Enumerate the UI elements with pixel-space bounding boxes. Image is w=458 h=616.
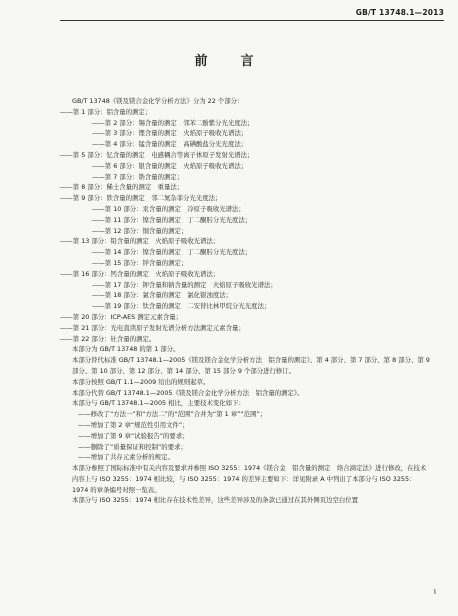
changes-list <box>60 409 430 463</box>
part-item: ——第 21 部分：光电直读原子发射光谱分析方法测定元素含量； <box>60 323 245 332</box>
part-item: ——第 16 部分：钙含量的测定 火焰原子吸收光谱法； <box>60 269 220 278</box>
standard-code: GB/T 13748.1—2013 <box>355 8 444 17</box>
change-item: ——删除了“质量保证和控制”的要求； <box>78 442 187 451</box>
part-item: ——第 15 部分：锌含量的测定； <box>92 258 188 267</box>
part-item: ——第 11 部分：镍含量的测定 丁二酮肟分光光度法； <box>92 215 252 224</box>
part-item: ——第 20 部分：ICP-AES 测定元素含量； <box>60 312 182 321</box>
part-item: ——第 22 部分：钍含量的测定。 <box>60 334 156 343</box>
part-item: ——第 12 部分：铜含量的测定； <box>92 226 188 235</box>
paragraph: 本部分按照 GB/T 1.1—2009 给出的规则起草。 <box>72 377 210 386</box>
paragraph: 本部分为 GB/T 13748 的第 1 部分。 <box>72 345 180 354</box>
parts-list <box>60 107 430 345</box>
part-item: ——第 13 部分：铅含量的测定 火焰原子吸收光谱法； <box>60 237 220 246</box>
part-item: ——第 19 部分：钛含量的测定 二安替比林甲烷分光光度法； <box>92 302 271 311</box>
change-item: ——增加了共存元素分析的规定。 <box>78 453 174 462</box>
paragraph: 本部分与 ISO 3255：1974 相比存在技术性差异，这些差异涉及的条款已通过在其外侧页边空白位置 <box>72 496 359 505</box>
part-item: ——第 18 部分：氯含量的测定 氯化银浊度法； <box>92 291 233 300</box>
change-item: ——修改了“方法一”和“方法二”的“范围”合并为“第 1 章”“范围”； <box>78 410 267 419</box>
part-item: ——第 10 部分：汞含量的测定 冷原子吸收光谱法； <box>92 204 245 213</box>
part-item: ——第 14 部分：镍含量的测定 丁二酮肟分光光度法； <box>92 248 252 257</box>
page-number: I <box>433 588 436 596</box>
intro-line: GB/T 13748《镁及镁合金化学分析方法》分为 22 个部分： <box>72 97 244 105</box>
paragraph: 本部分与 GB/T 13748.1—2005 相比，主要技术变化如下： <box>72 399 245 408</box>
part-item: ——第 5 部分：钇含量的测定 电感耦合等离子体原子发射光谱法； <box>60 150 254 159</box>
paragraph: 本部分代替 GB/T 13748.1—2005《镁及镁合金化学分析方法 铝含量的测定》。 <box>72 388 304 397</box>
paragraph: 本部分参照了国际标准中有关内容及要求并参照 ISO 3255：1974《镁合金 铝含量的测定 络合滴定法》进行修改，在技术内容上与 ISO 3255：1974 相比较，与 ISO 3255：1974 的差异主要如下：详见附录 A 中列出了本部分与 ISO 3255：1974 的章条编号对照一览表。 <box>72 464 427 494</box>
change-item: ——增加了第 9 章“试验报告”的要求； <box>78 431 189 440</box>
part-item: ——第 17 部分：钾含量和钠含量的测定 火焰原子吸收光谱法； <box>92 280 277 289</box>
part-item: ——第 3 部分：锂含量的测定 火焰原子吸收光谱法； <box>92 129 248 138</box>
foreword-body <box>60 96 430 506</box>
part-item: ——第 9 部分：铁含量的测定 邻二氮杂菲分光光度法； <box>60 194 222 203</box>
page-title: 前 言 <box>194 54 264 69</box>
part-item: ——第 1 部分：铝含量的测定； <box>60 107 152 116</box>
part-item: ——第 8 部分：稀土含量的测定 重量法； <box>60 183 184 192</box>
header-rule <box>60 20 444 21</box>
part-item: ——第 4 部分：锰含量的测定 高碘酸盐分光光度法； <box>92 140 248 149</box>
part-item: ——第 2 部分：锡含量的测定 邻苯二酚紫分光光度法； <box>92 118 254 127</box>
part-item: ——第 7 部分：锆含量的测定； <box>92 172 184 181</box>
paragraph: 本部分替代标准 GB/T 13748.1—2005《镁及镁合金化学分析方法 铝含量的测定》、第 4 部分、第 7 部分、第 8 部分、第 9 部分、第 10 部分、第 12 部分、第 14 部分、第 15 部分 9 个部分进行修订。 <box>72 356 430 375</box>
part-item: ——第 6 部分：银含量的测定 火焰原子吸收光谱法； <box>92 161 248 170</box>
change-item: ——增加了第 2 章“规范性引用文件”； <box>78 420 189 429</box>
